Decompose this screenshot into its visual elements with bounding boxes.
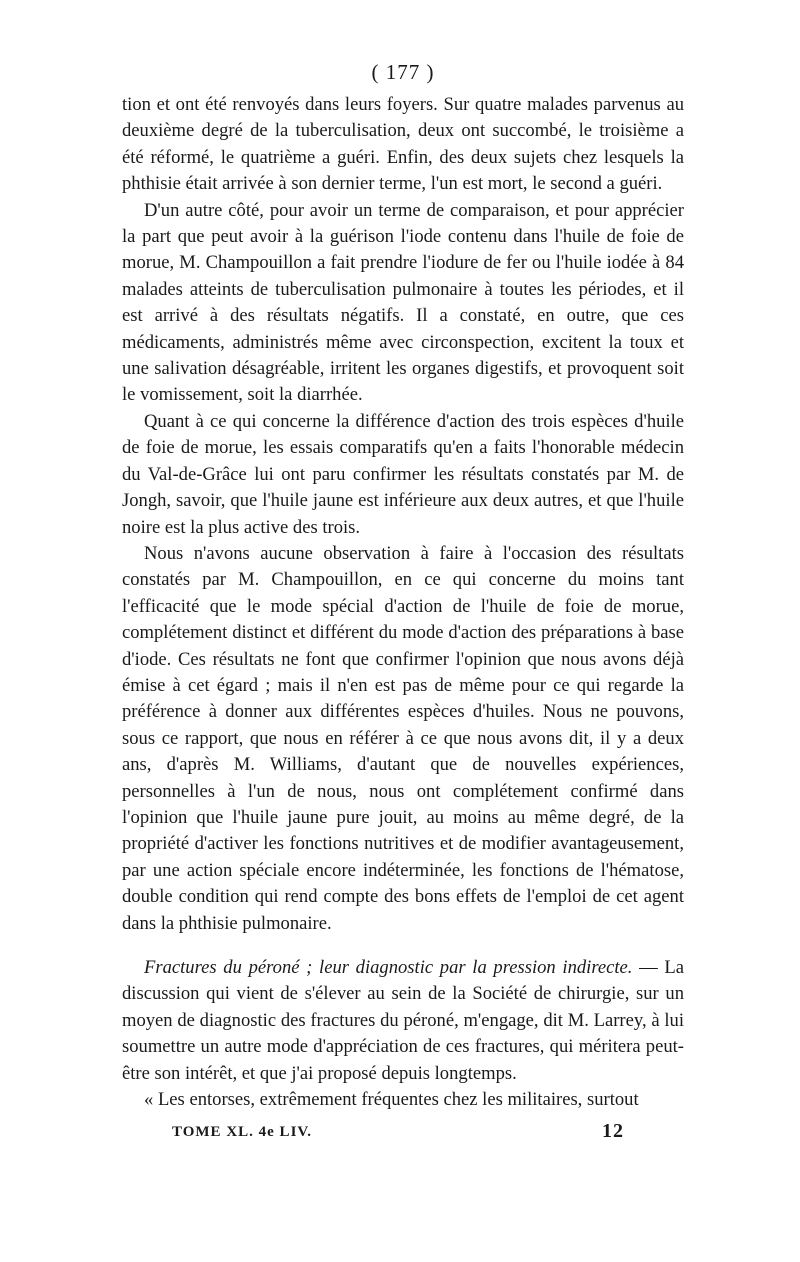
body-text [122,92,684,1113]
section-text: — La discussion qui vient de s'élever au sein de la Société de chirurgie, sur un moyen de diagnostic des fractures du péroné, m'engage, dit M. Larrey, à lui soumettre un autre mode d'appréciation de ces fractures, qui méritera peut-être son intérêt, et que j'ai proposé depuis longtemps. [122,957,684,1084]
section-title: Fractures du péroné ; leur diagnostic par la pression indirecte. [144,957,633,978]
page-number: ( 177 ) [371,60,435,84]
volume-signature: TOME XL. 4e LIV. [172,1124,313,1140]
section-divider [122,937,684,955]
paragraph-2: D'un autre côté, pour avoir un terme de comparaison, et pour apprécier la part que peut avoir à la guérison l'iode contenu dans l'huile de foie de morue, M. Champouillon a fait prendre l'iodure de fer ou l'huile iodée à 84 malades atteints de tuberculisation pulmonaire à toutes les périodes, et il est arrivé à des résultats négatifs. Il a constaté, en outre, que ces médicaments, administrés même avec circonspection, excitent la toux et une salivation désagréable, irritent les organes digestifs, et provoquent soit le vomissement, soit la diarrhée. [122,199,684,406]
document-page [122,58,684,1113]
paragraph-4: Nous n'avons aucune observation à faire à l'occasion des résultats constatés par M. Champouillon, en ce qui concerne du moins tant l'efficacité que le mode spécial d'action de l'huile de foie de morue, complétement distinct et différent du mode d'action des préparations à base d'iode. Ces résultats ne font que confirmer l'opinion que nous avons déjà émise à cet égard ; mais il n'en est pas de même pour ce qui regarde la préférence à donner aux différentes espèces d'huiles. Nous ne pouvons, sous ce rapport, que nous en référer à ce que nous avons dit, il y a deux ans, d'après M. Williams, d'autant que de nouvelles expériences, personnelles à l'un de nous, nous ont complétement confirmé dans l'opinion que l'huile jaune pure jouit, au moins au même degré, de la propriété d'activer les fonctions nutritives et de modifier avantageusement, par une action spéciale encore indéterminée, les fonctions de l'hématose, double condition qui rend compte des bons effets de l'emploi de cet agent dans la phthisie pulmonaire. [122,542,684,934]
sheet-number: 12 [602,1120,624,1142]
section-paragraph [122,955,684,1087]
paragraph-3: Quant à ce qui concerne la différence d'action des trois espèces d'huile de foie de morue, les essais comparatifs qu'en a faits l'honorable médecin du Val-de-Grâce lui ont paru confirmer les résultats constatés par M. de Jongh, savoir, que l'huile jaune est inférieure aux deux autres, et que l'huile noire est la plus active des trois. [122,410,684,538]
quote-paragraph: « Les entorses, extrêmement fréquentes chez les militaires, surtout [144,1089,639,1111]
paragraph-1: tion et ont été renvoyés dans leurs foyers. Sur quatre malades parvenus au deuxième degré de la tuberculisation, deux ont succombé, le troisième a été réformé, le quatrième a guéri. Enfin, des deux sujets chez lesquels la phthisie était arrivée à son dernier terme, l'un est mort, le second a guéri. [122,94,684,195]
